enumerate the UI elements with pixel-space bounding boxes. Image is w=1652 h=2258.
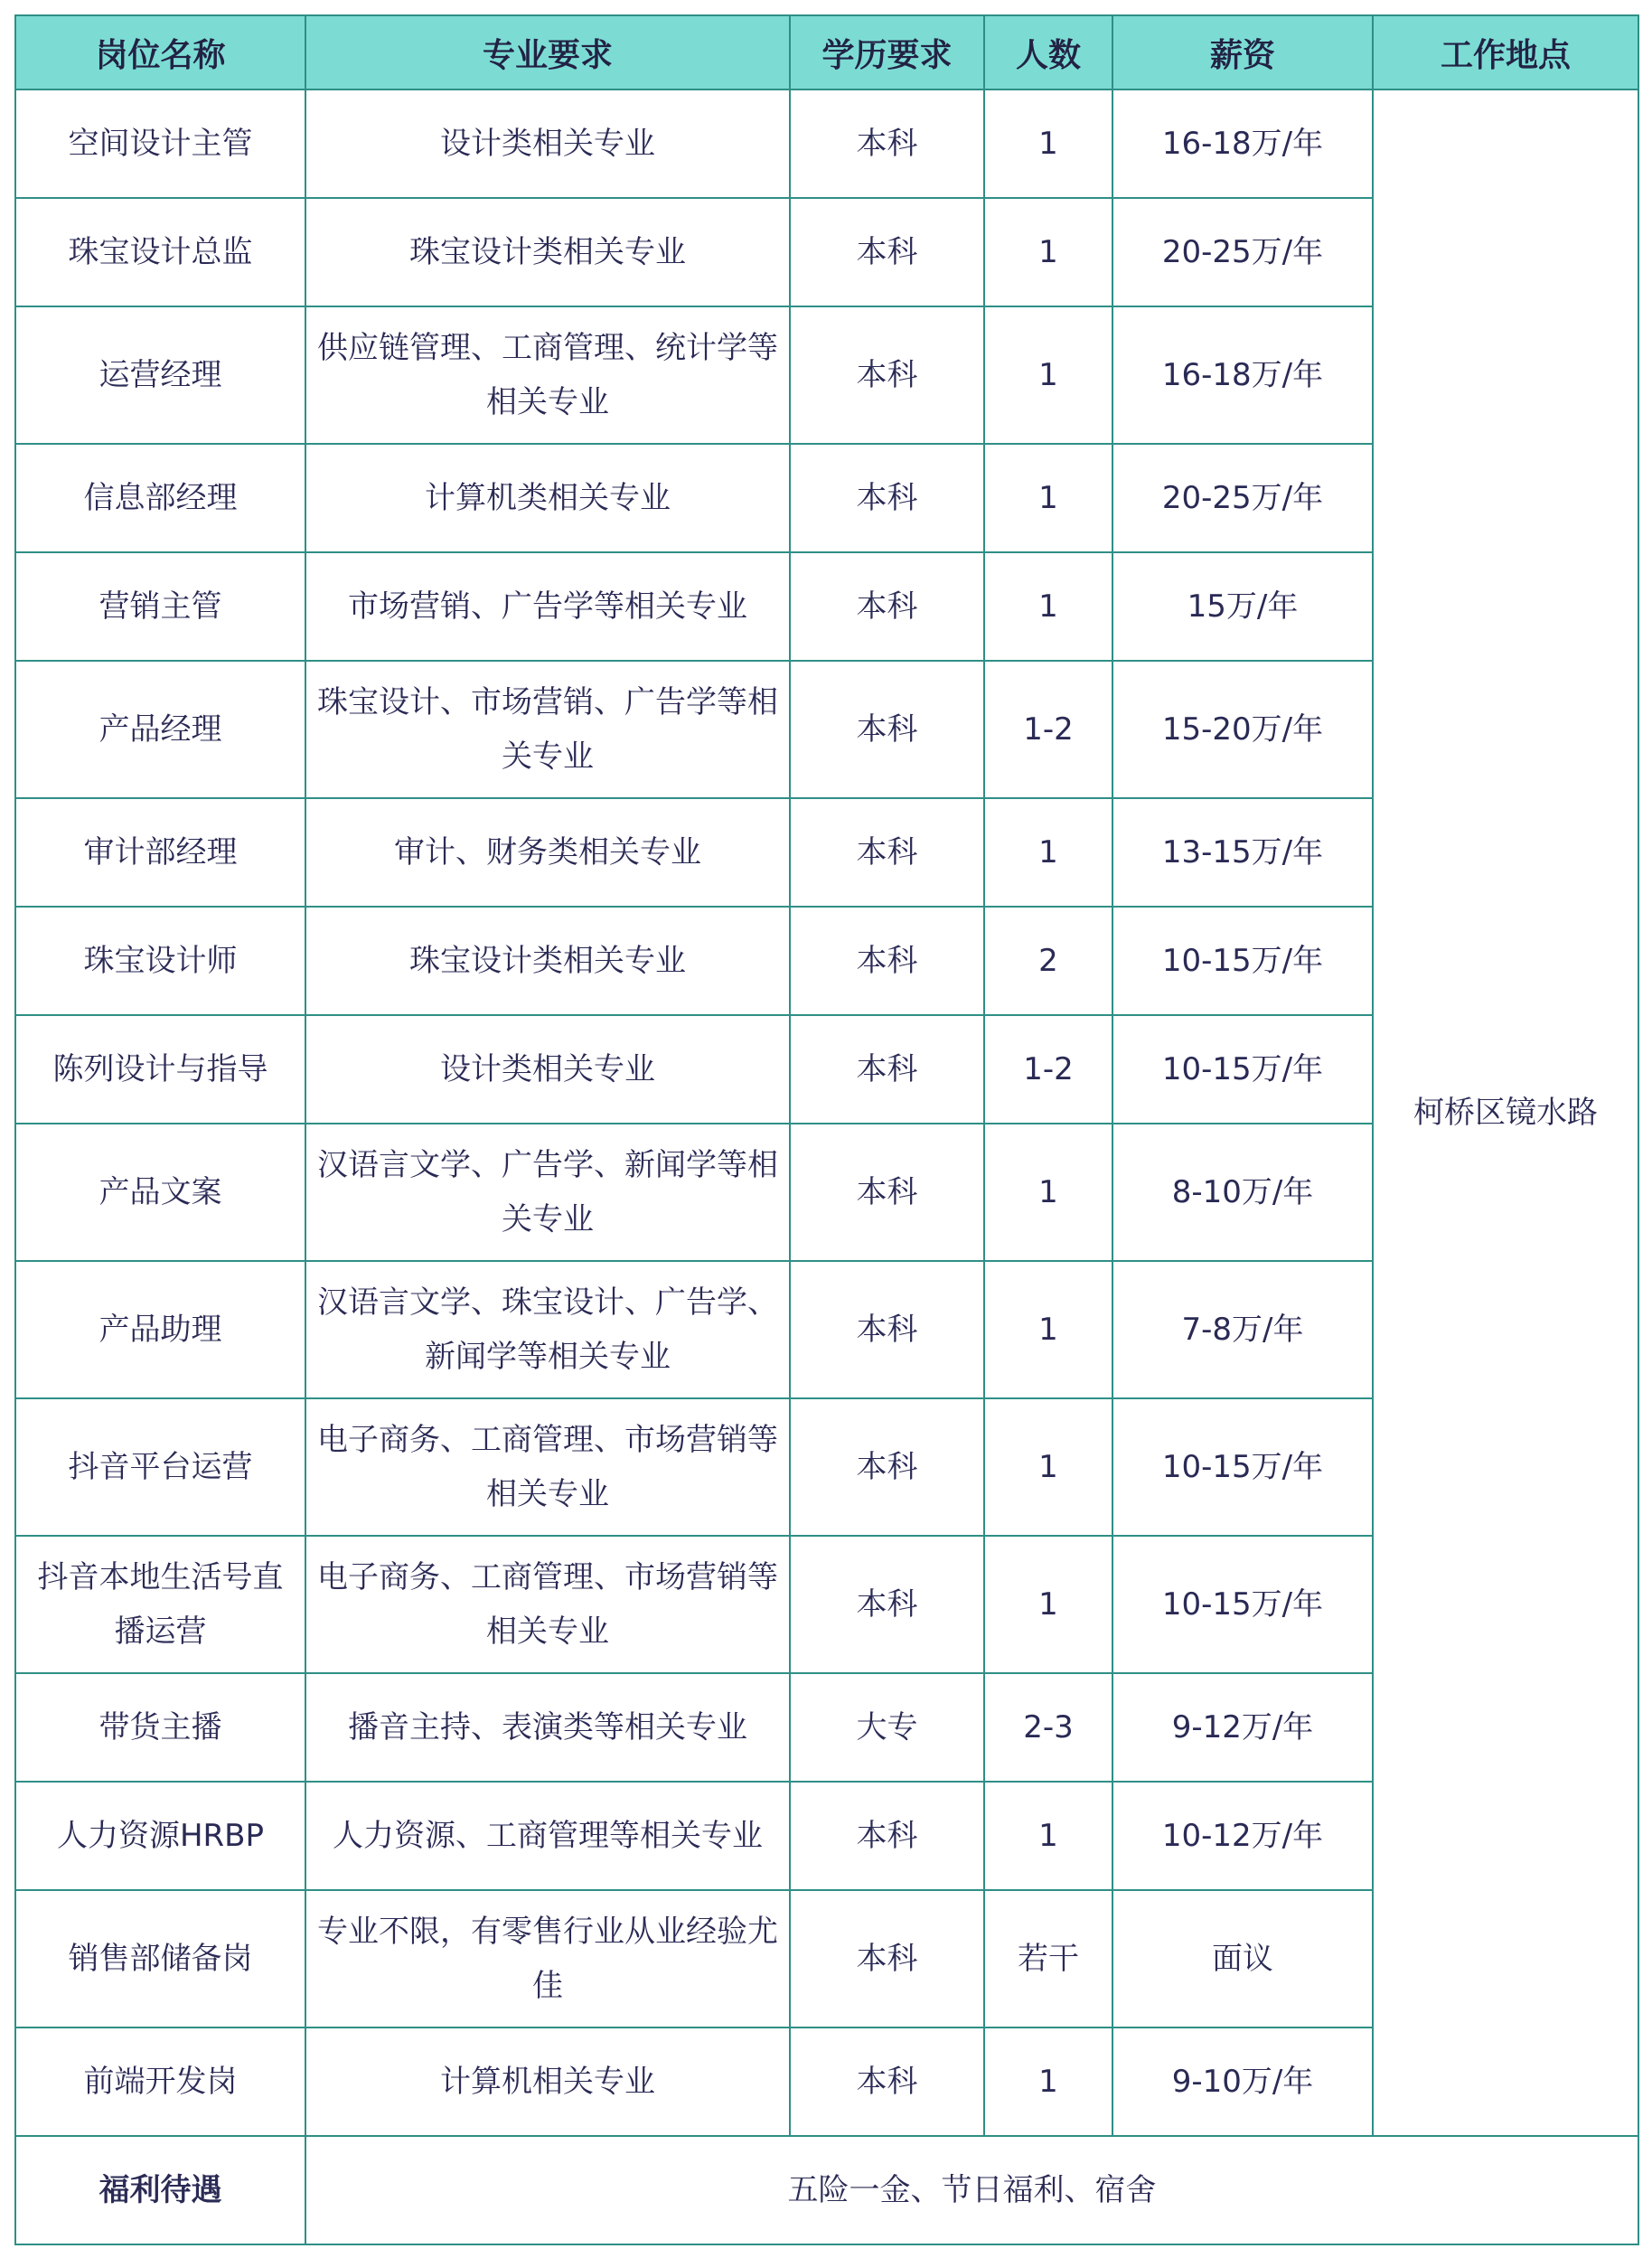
education-cell: 本科 <box>790 798 984 907</box>
table-header-row <box>15 15 1638 89</box>
job-title-cell: 产品经理 <box>15 661 305 798</box>
headcount-cell: 1 <box>984 1261 1112 1398</box>
table-row <box>15 89 1638 198</box>
education-cell: 本科 <box>790 198 984 306</box>
education-cell: 本科 <box>790 552 984 661</box>
major-requirement-cell: 珠宝设计类相关专业 <box>305 198 790 306</box>
major-requirement-cell: 供应链管理、工商管理、统计学等相关专业 <box>305 306 790 444</box>
major-requirement-cell: 电子商务、工商管理、市场营销等相关专业 <box>305 1398 790 1536</box>
salary-cell: 8-10万/年 <box>1112 1124 1373 1261</box>
job-title-cell: 抖音本地生活号直播运营 <box>15 1536 305 1673</box>
education-cell: 本科 <box>790 1124 984 1261</box>
header-position: 岗位名称 <box>15 15 305 89</box>
salary-cell: 16-18万/年 <box>1112 89 1373 198</box>
job-listing-table <box>14 14 1639 2245</box>
job-title-cell: 前端开发岗 <box>15 2027 305 2136</box>
education-cell: 本科 <box>790 1398 984 1536</box>
major-requirement-cell: 人力资源、工商管理等相关专业 <box>305 1782 790 1890</box>
salary-cell: 20-25万/年 <box>1112 444 1373 552</box>
salary-cell: 7-8万/年 <box>1112 1261 1373 1398</box>
education-cell: 本科 <box>790 1015 984 1124</box>
major-requirement-cell: 专业不限，有零售行业从业经验尤佳 <box>305 1890 790 2027</box>
education-cell: 本科 <box>790 1890 984 2027</box>
work-location-cell: 柯桥区镜水路 <box>1373 89 1638 2136</box>
major-requirement-cell: 计算机类相关专业 <box>305 444 790 552</box>
job-title-cell: 珠宝设计师 <box>15 907 305 1015</box>
job-title-cell: 审计部经理 <box>15 798 305 907</box>
job-title-cell: 销售部储备岗 <box>15 1890 305 2027</box>
headcount-cell: 1 <box>984 198 1112 306</box>
header-count: 人数 <box>984 15 1112 89</box>
salary-cell: 13-15万/年 <box>1112 798 1373 907</box>
salary-cell: 10-12万/年 <box>1112 1782 1373 1890</box>
headcount-cell: 2 <box>984 907 1112 1015</box>
headcount-cell: 1 <box>984 552 1112 661</box>
salary-cell: 16-18万/年 <box>1112 306 1373 444</box>
major-requirement-cell: 播音主持、表演类等相关专业 <box>305 1673 790 1782</box>
salary-cell: 20-25万/年 <box>1112 198 1373 306</box>
education-cell: 本科 <box>790 1536 984 1673</box>
job-rows <box>15 89 1638 2136</box>
headcount-cell: 1 <box>984 306 1112 444</box>
salary-cell: 9-12万/年 <box>1112 1673 1373 1782</box>
job-title-cell: 信息部经理 <box>15 444 305 552</box>
benefits-row <box>15 2136 1638 2244</box>
education-cell: 本科 <box>790 1782 984 1890</box>
salary-cell: 9-10万/年 <box>1112 2027 1373 2136</box>
header-education: 学历要求 <box>790 15 984 89</box>
job-title-cell: 产品助理 <box>15 1261 305 1398</box>
benefits-value: 五险一金、节日福利、宿舍 <box>305 2136 1638 2244</box>
job-title-cell: 产品文案 <box>15 1124 305 1261</box>
job-title-cell: 空间设计主管 <box>15 89 305 198</box>
major-requirement-cell: 市场营销、广告学等相关专业 <box>305 552 790 661</box>
headcount-cell: 2-3 <box>984 1673 1112 1782</box>
job-title-cell: 抖音平台运营 <box>15 1398 305 1536</box>
headcount-cell: 1 <box>984 798 1112 907</box>
major-requirement-cell: 设计类相关专业 <box>305 89 790 198</box>
major-requirement-cell: 汉语言文学、珠宝设计、广告学、新闻学等相关专业 <box>305 1261 790 1398</box>
header-major: 专业要求 <box>305 15 790 89</box>
job-title-cell: 营销主管 <box>15 552 305 661</box>
headcount-cell: 1 <box>984 2027 1112 2136</box>
education-cell: 本科 <box>790 444 984 552</box>
salary-cell: 面议 <box>1112 1890 1373 2027</box>
job-title-cell: 带货主播 <box>15 1673 305 1782</box>
header-salary: 薪资 <box>1112 15 1373 89</box>
headcount-cell: 1 <box>984 444 1112 552</box>
education-cell: 本科 <box>790 89 984 198</box>
education-cell: 本科 <box>790 2027 984 2136</box>
headcount-cell: 1-2 <box>984 1015 1112 1124</box>
benefits-label: 福利待遇 <box>15 2136 305 2244</box>
major-requirement-cell: 审计、财务类相关专业 <box>305 798 790 907</box>
education-cell: 本科 <box>790 1261 984 1398</box>
major-requirement-cell: 计算机相关专业 <box>305 2027 790 2136</box>
major-requirement-cell: 设计类相关专业 <box>305 1015 790 1124</box>
headcount-cell: 1 <box>984 1536 1112 1673</box>
education-cell: 本科 <box>790 306 984 444</box>
headcount-cell: 1 <box>984 1782 1112 1890</box>
salary-cell: 10-15万/年 <box>1112 1015 1373 1124</box>
job-title-cell: 人力资源HRBP <box>15 1782 305 1890</box>
major-requirement-cell: 汉语言文学、广告学、新闻学等相关专业 <box>305 1124 790 1261</box>
major-requirement-cell: 电子商务、工商管理、市场营销等相关专业 <box>305 1536 790 1673</box>
salary-cell: 15万/年 <box>1112 552 1373 661</box>
headcount-cell: 若干 <box>984 1890 1112 2027</box>
job-title-cell: 珠宝设计总监 <box>15 198 305 306</box>
headcount-cell: 1 <box>984 1398 1112 1536</box>
headcount-cell: 1-2 <box>984 661 1112 798</box>
major-requirement-cell: 珠宝设计、市场营销、广告学等相关专业 <box>305 661 790 798</box>
major-requirement-cell: 珠宝设计类相关专业 <box>305 907 790 1015</box>
header-location: 工作地点 <box>1373 15 1638 89</box>
headcount-cell: 1 <box>984 89 1112 198</box>
education-cell: 大专 <box>790 1673 984 1782</box>
education-cell: 本科 <box>790 907 984 1015</box>
job-title-cell: 陈列设计与指导 <box>15 1015 305 1124</box>
job-title-cell: 运营经理 <box>15 306 305 444</box>
headcount-cell: 1 <box>984 1124 1112 1261</box>
salary-cell: 10-15万/年 <box>1112 1536 1373 1673</box>
salary-cell: 10-15万/年 <box>1112 1398 1373 1536</box>
salary-cell: 10-15万/年 <box>1112 907 1373 1015</box>
education-cell: 本科 <box>790 661 984 798</box>
salary-cell: 15-20万/年 <box>1112 661 1373 798</box>
